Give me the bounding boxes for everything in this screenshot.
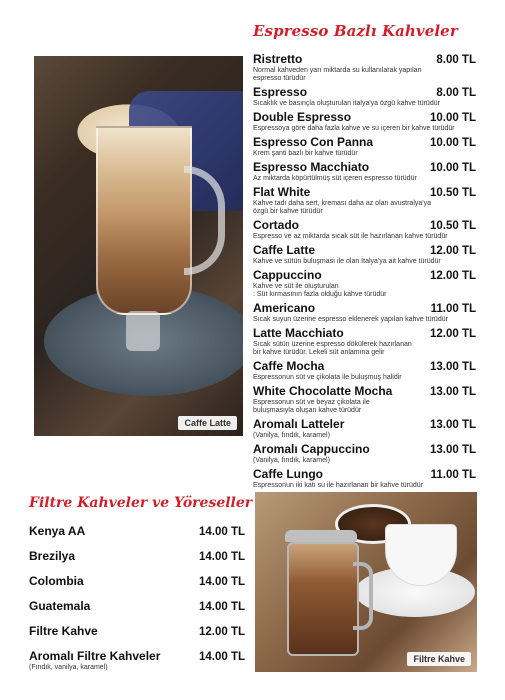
menu-item-price: 13.00 TL xyxy=(429,361,476,373)
menu-item-price: 11.00 TL xyxy=(430,303,476,315)
menu-item xyxy=(253,326,476,357)
menu-item xyxy=(253,467,476,490)
menu-item-row xyxy=(253,359,476,374)
french-press-handle-shape xyxy=(353,562,373,630)
menu-item-name: Flat White xyxy=(253,185,311,199)
menu-item-row xyxy=(29,524,245,539)
menu-item-price: 10.50 TL xyxy=(429,220,476,232)
menu-item-row xyxy=(29,649,245,664)
menu-item-description: : Süt kırmasının fazla olduğu kahve türüdür xyxy=(253,291,387,298)
menu-item-price: 10.00 TL xyxy=(429,112,476,124)
menu-item-row xyxy=(253,85,476,100)
menu-item-name: Latte Macchiato xyxy=(253,326,344,340)
menu-item-price: 12.00 TL xyxy=(429,245,476,257)
menu-item-description: (Vanilya, fındık, karamel) xyxy=(253,432,330,439)
filtre-menu-list xyxy=(29,524,245,682)
menu-item-row xyxy=(253,326,476,341)
menu-item-price: 12.00 TL xyxy=(198,626,245,638)
menu-item xyxy=(253,442,476,465)
menu-item xyxy=(29,549,245,564)
menu-item-row xyxy=(253,467,476,482)
menu-item xyxy=(29,624,245,639)
menu-item-row xyxy=(253,135,476,150)
menu-item xyxy=(29,599,245,614)
menu-item-price: 14.00 TL xyxy=(198,601,245,613)
menu-item-name: Guatemala xyxy=(29,599,91,613)
menu-item-description: Normal kahveden yarı miktarda su kullanılarak yapılan xyxy=(253,67,422,74)
menu-item-name: Espresso xyxy=(253,85,308,99)
menu-item-price: 14.00 TL xyxy=(198,526,245,538)
french-press-lid-shape xyxy=(285,530,357,542)
menu-item-name: Aromalı Latteler xyxy=(253,417,345,431)
menu-item xyxy=(253,384,476,415)
menu-item-description: Sıcak suyun üzerine espresso eklenerek yapılan kahve türüdür xyxy=(253,316,448,323)
menu-item-description: bir kahve türüdür. Lekeli süt anlamına gelir xyxy=(253,349,385,356)
menu-item-name: Cortado xyxy=(253,218,299,232)
menu-item-price: 14.00 TL xyxy=(198,576,245,588)
menu-item xyxy=(29,649,245,672)
menu-item xyxy=(253,85,476,108)
filtre-photo-caption: Filtre Kahve xyxy=(407,652,471,666)
menu-item xyxy=(253,417,476,440)
menu-item-name: Espresso Macchiato xyxy=(253,160,370,174)
menu-item-name: Americano xyxy=(253,301,316,315)
menu-item-name: Caffe Latte xyxy=(253,243,316,257)
menu-item-row xyxy=(29,549,245,564)
menu-item-name: Aromalı Filtre Kahveler xyxy=(29,649,161,663)
menu-item xyxy=(253,135,476,158)
espresso-section-title: Espresso Bazlı Kahveler xyxy=(253,22,458,40)
menu-item xyxy=(253,185,476,216)
menu-item-description: Sıcaklık ve basınçla oluşturulan italya'ya özgü kahve türüdür xyxy=(253,100,440,107)
menu-item-price: 13.00 TL xyxy=(429,419,476,431)
menu-item-name: Filtre Kahve xyxy=(29,624,98,638)
menu-item-row xyxy=(253,160,476,175)
menu-item-price: 10.00 TL xyxy=(429,137,476,149)
menu-item-row xyxy=(253,268,476,283)
menu-item-row xyxy=(253,218,476,233)
menu-item-price: 12.00 TL xyxy=(429,328,476,340)
menu-item-row xyxy=(29,599,245,614)
menu-item-row xyxy=(253,110,476,125)
menu-item xyxy=(253,359,476,382)
menu-item-price: 10.00 TL xyxy=(429,162,476,174)
menu-item-price: 13.00 TL xyxy=(429,444,476,456)
menu-item-name: Aromalı Cappuccino xyxy=(253,442,370,456)
menu-item-description: (Fındık, vanilya, karamel) xyxy=(29,664,108,671)
latte-photo-caption: Caffe Latte xyxy=(178,416,237,430)
menu-item-price: 10.50 TL xyxy=(429,187,476,199)
menu-item-row xyxy=(29,624,245,639)
menu-item-description: Krem şanti bazlı bir kahve türüdür xyxy=(253,150,358,157)
menu-item-row xyxy=(253,52,476,67)
menu-item-description: Espressoya göre daha fazla kahve ve su içeren bir kahve türüdür xyxy=(253,125,455,132)
menu-item-price: 13.00 TL xyxy=(429,386,476,398)
menu-item-row xyxy=(29,574,245,589)
menu-item-description: Az miktarda köpürtülmüş süt içeren espresso türüdür xyxy=(253,175,417,182)
menu-item-price: 8.00 TL xyxy=(436,54,476,66)
menu-item-description: buluşmasıyla oluşan kahve türüdür xyxy=(253,407,362,414)
menu-item-name: Caffe Lungo xyxy=(253,467,323,481)
menu-item-row xyxy=(253,243,476,258)
menu-item-description: Espressonun süt ve çikolata ile buluşmuş halidir xyxy=(253,374,402,381)
french-press-shape xyxy=(287,542,359,656)
menu-item-description: Kahve ve süt ile oluşturulan xyxy=(253,283,339,290)
espresso-menu-list xyxy=(253,52,476,492)
menu-item-name: Caffe Mocha xyxy=(253,359,325,373)
menu-item-name: Espresso Con Panna xyxy=(253,135,374,149)
latte-glass-shape xyxy=(96,126,192,315)
menu-item xyxy=(253,301,476,324)
menu-item-description: Espressonun süt ve beyaz çikolata ile xyxy=(253,399,370,406)
menu-item-price: 12.00 TL xyxy=(429,270,476,282)
menu-item-name: Double Espresso xyxy=(253,110,352,124)
caffe-latte-photo xyxy=(34,56,243,436)
menu-item-description: Sıcak sütün üzerine espresso dökülerek hazırlanan xyxy=(253,341,412,348)
menu-item-name: White Chocolatte Mocha xyxy=(253,384,393,398)
menu-item-price: 8.00 TL xyxy=(436,87,476,99)
menu-item xyxy=(253,268,476,299)
menu-item-row xyxy=(253,185,476,200)
menu-item-name: Ristretto xyxy=(253,52,303,66)
menu-item-description: Kahve tadı daha sert, kreması daha az olan avustralya'ya xyxy=(253,200,431,207)
menu-item xyxy=(253,52,476,83)
menu-item-description: Kahve ve sütün buluşması ile olan İtalya'ya ait kahve türüdür xyxy=(253,258,441,265)
menu-item xyxy=(253,243,476,266)
menu-item-description: Espressonun iki katı su ile hazırlanan bir kahve türüdür xyxy=(253,482,424,489)
filtre-section-title: Filtre Kahveler ve Yöreseller xyxy=(29,495,253,511)
menu-item-row xyxy=(253,442,476,457)
menu-item-description: özgü bir kahve türüdür xyxy=(253,208,323,215)
menu-item-name: Kenya AA xyxy=(29,524,86,538)
menu-item-price: 14.00 TL xyxy=(198,651,245,663)
menu-item-description: espresso türüdür xyxy=(253,75,306,82)
menu-item-row xyxy=(253,417,476,432)
glass-stem-shape xyxy=(126,311,160,351)
menu-item-price: 14.00 TL xyxy=(198,551,245,563)
menu-item-row xyxy=(253,301,476,316)
menu-item-description: (Vanilya, fındık, karamel) xyxy=(253,457,330,464)
menu-item xyxy=(253,110,476,133)
menu-item-price: 11.00 TL xyxy=(430,469,476,481)
menu-item xyxy=(29,574,245,589)
menu-item xyxy=(253,160,476,183)
menu-item xyxy=(253,218,476,241)
menu-item-name: Colombia xyxy=(29,574,84,588)
menu-item-name: Cappuccino xyxy=(253,268,322,282)
filtre-kahve-photo xyxy=(255,492,477,672)
menu-item-name: Brezilya xyxy=(29,549,76,563)
menu-item-description: Espresso ve az miktarda sıcak süt ile hazırlanan kahve türüdür xyxy=(253,233,448,240)
menu-item-row xyxy=(253,384,476,399)
menu-item xyxy=(29,524,245,539)
